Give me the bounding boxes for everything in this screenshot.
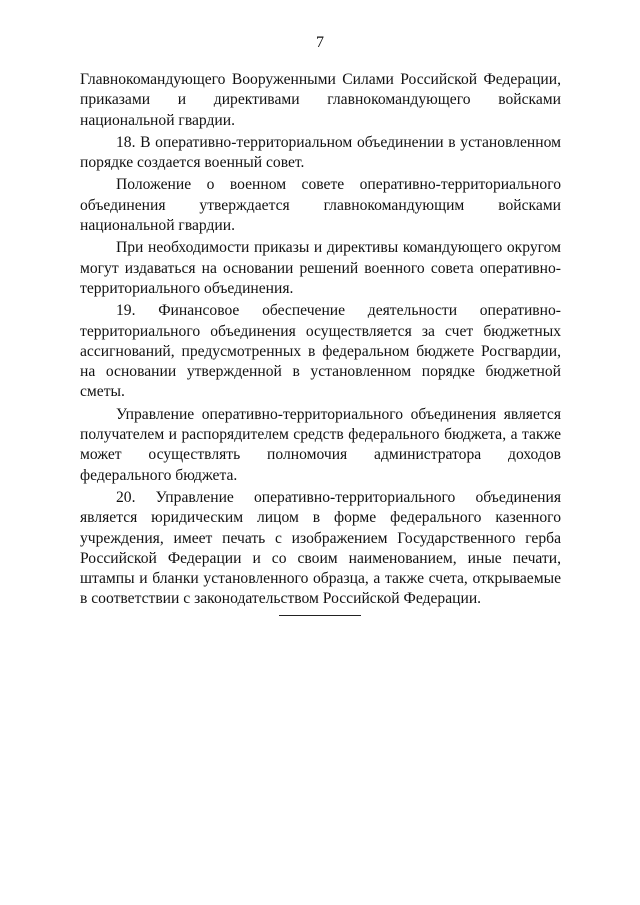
paragraph-18: 18. В оперативно-территориальном объединении в установленном порядке создается военный совет. xyxy=(80,133,561,172)
paragraph-20: 20. Управление оперативно-территориального объединения является юридическим лицом в форме федерального казенного учреждения, имеет печать с изображением Государственного герба Российской Федерации и со своим наименованием, иные печати, штампы и бланки установленного образца, а также счета, открываемые в соответствии с законодательством Российской Федерации. xyxy=(80,488,561,608)
paragraph-19: 19. Финансовое обеспечение деятельности оперативно-территориального объединения осуществляется за счет бюджетных ассигнований, предусмотренных в федеральном бюджете Росгвардии, на основании утвержденной в установленном порядке бюджетной сметы. xyxy=(80,302,561,401)
paragraph-19-management: Управление оперативно-территориального объединения является получателем и распорядителем средств федерального бюджета, а также может осуществлять полномочия администратора доходов федерального бюджета. xyxy=(80,405,561,484)
page-number: 7 xyxy=(316,34,324,51)
closing-divider xyxy=(279,615,361,616)
document-body xyxy=(80,70,561,612)
paragraph-18-orders: При необходимости приказы и директивы командующего округом могут издаваться на основании решений военного совета оперативно-территориального объединения. xyxy=(80,239,561,297)
paragraph-18-position: Положение о военном совете оперативно-территориального объединения утверждается главнокомандующим войсками национальной гвардии. xyxy=(80,176,561,235)
paragraph-continuation: Главнокомандующего Вооруженными Силами Российской Федерации, приказами и директивами главнокомандующего войсками национальной гвардии. xyxy=(80,71,561,129)
